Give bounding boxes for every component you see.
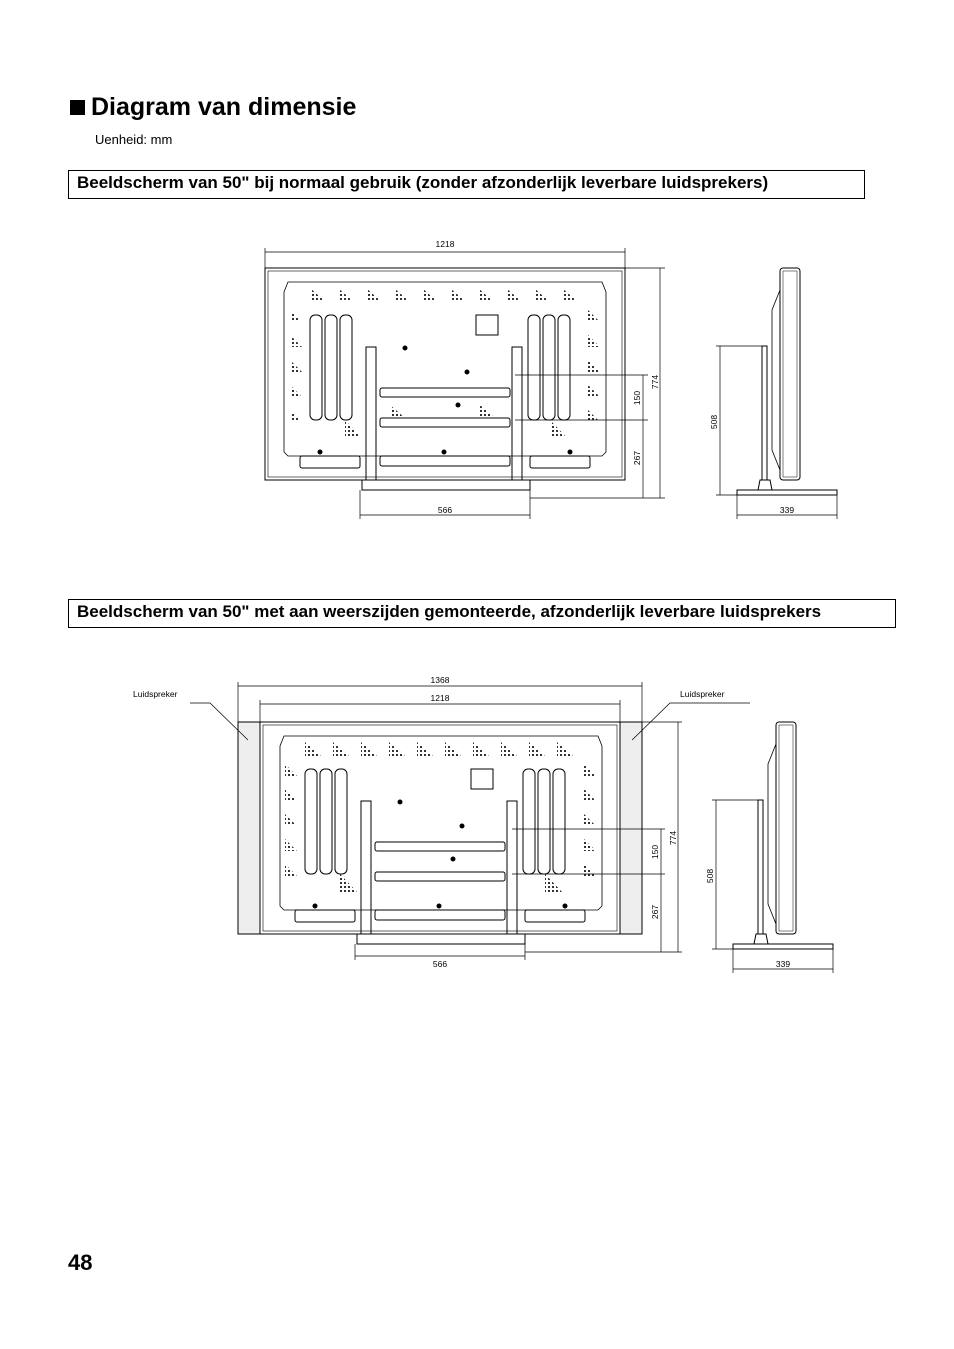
side-dimensions	[716, 346, 837, 519]
side-view	[737, 268, 837, 495]
dim-side-height: 508	[709, 414, 719, 430]
side-view	[733, 722, 833, 949]
dim-height: 774	[650, 374, 660, 390]
dim-stand-height: 267	[632, 450, 642, 466]
section1-diagram	[0, 230, 954, 530]
side-dimensions	[712, 800, 833, 973]
section2-title: Beeldscherm van 50" met aan weerszijden gemonteerde, afzonderlijk leverbare luidsprekers	[68, 599, 896, 628]
dim-side-height: 508	[705, 868, 715, 884]
page-title: Diagram van dimensie	[91, 93, 357, 121]
dim-mount-height: 150	[632, 390, 642, 406]
front-view	[260, 722, 620, 944]
page-heading	[70, 93, 356, 122]
unit-label: Uenheid: mm	[95, 132, 173, 147]
section2-diagram	[0, 670, 954, 980]
dim-stand-height: 267	[650, 904, 660, 920]
dim-mount-height: 150	[650, 844, 660, 860]
dim-width: 1218	[435, 239, 455, 249]
dim-depth: 339	[775, 959, 791, 969]
square-bullet-icon	[70, 100, 85, 115]
dim-height: 774	[668, 830, 678, 846]
dim-stand-width: 566	[437, 505, 453, 515]
dim-width: 1218	[430, 693, 450, 703]
dim-stand-width: 566	[432, 959, 448, 969]
dim-depth: 339	[779, 505, 795, 515]
speaker-label-left: Luidspreker	[133, 689, 178, 699]
speaker-label-right: Luidspreker	[680, 689, 725, 699]
page-number: 48	[68, 1250, 93, 1275]
section1-title: Beeldscherm van 50" bij normaal gebruik (zonder afzonderlijk leverbare luidsprekers)	[68, 170, 865, 199]
front-view	[265, 268, 625, 490]
dim-total-width: 1368	[430, 675, 450, 685]
